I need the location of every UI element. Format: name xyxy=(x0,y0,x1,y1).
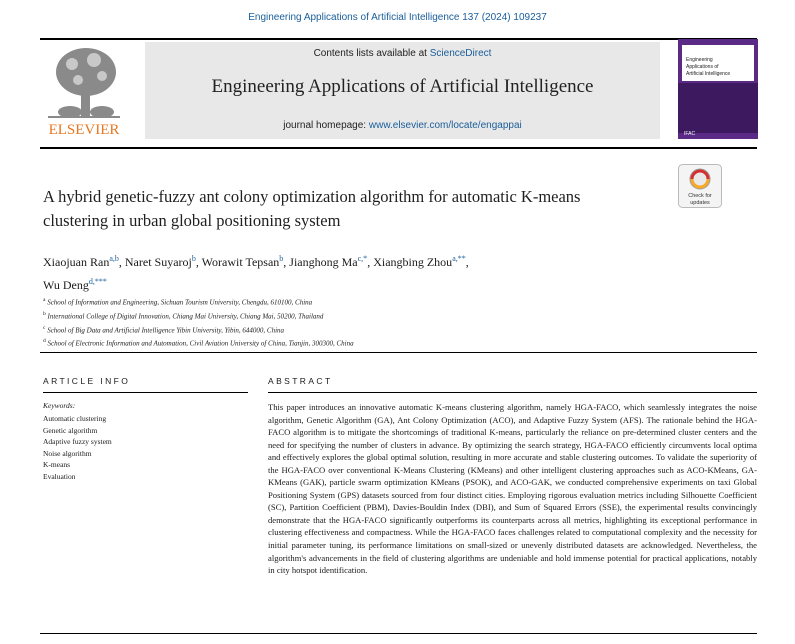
journal-name: Engineering Applications of Artificial Intelligence xyxy=(211,76,594,97)
keyword: Evaluation xyxy=(43,471,76,481)
sciencedirect-link[interactable]: ScienceDirect xyxy=(429,48,492,59)
keyword: Adaptive fuzzy system xyxy=(43,437,112,447)
journal-cover[interactable] xyxy=(678,39,758,139)
homepage-prefix: journal homepage: xyxy=(283,120,369,131)
section-divider xyxy=(40,352,757,353)
check-line1: Check for xyxy=(688,193,712,199)
header-bottom-divider xyxy=(40,147,757,149)
abstract-rule xyxy=(268,392,757,393)
svg-text:Applications of: Applications of xyxy=(686,64,719,70)
elsevier-wordmark: ELSEVIER xyxy=(48,122,120,138)
affiliation-item: $^a$ School of Information and Engineering, Sichuan Tourism University, Chengdu, 610100, China xyxy=(43,297,313,307)
affiliation-item: $^d$ School of Electronic Information and Automation, Civil Aviation University of China, Tianjin, 300300, China xyxy=(43,338,354,348)
author[interactable]: Xiangbing Zhou$^{a,**}$ xyxy=(373,254,466,269)
keyword: Noise algorithm xyxy=(43,448,92,458)
svg-text:Engineering: Engineering xyxy=(686,57,713,63)
svg-text:Artificial Intelligence: Artificial Intelligence xyxy=(686,71,731,77)
article-info-rule xyxy=(43,392,248,393)
author[interactable]: Jianghong $Ma^{c,*}$ xyxy=(289,254,368,269)
keyword: Genetic algorithm xyxy=(43,425,98,435)
keywords-label: Keywords: xyxy=(43,401,76,410)
check-line2: updates xyxy=(690,200,710,206)
check-for-updates-badge[interactable] xyxy=(678,164,722,208)
article-info-heading: ARTICLE INFO xyxy=(43,376,131,386)
article-title: A hybrid genetic-fuzzy ant colony optimization algorithm for automatic K-means clustering in urban global positioning system xyxy=(43,187,581,230)
keyword: Automatic clustering xyxy=(43,414,107,423)
contents-prefix: Contents lists available at xyxy=(313,48,430,59)
bottom-divider xyxy=(40,633,757,634)
author[interactable]: Wu Deng$^{d,***}$ xyxy=(43,277,107,292)
author-list: Xiaojuan Ran$^{a,b}$, Naret Suyaroj$^b$, Worawit Tepsan$^b$, Jianghong $Ma^{c,*}$, Xiangbing Zhou$^{a,**}$, Wu Deng$^{d,***}$ xyxy=(43,254,469,292)
journal-banner xyxy=(145,42,660,139)
keyword: K-means xyxy=(43,460,71,470)
contents-line xyxy=(145,48,660,59)
affiliation-item: $^b$ International College of Digital Innovation, Chiang Mai University, Chiang Mai, 50200, Thailand xyxy=(43,310,324,321)
author[interactable]: Naret Suyaroj$^b$ xyxy=(124,254,196,269)
header-divider xyxy=(40,38,757,40)
affiliations xyxy=(43,295,643,350)
journal-homepage-link[interactable]: www.elsevier.com/locate/engappai xyxy=(368,120,522,131)
keywords-list xyxy=(43,413,112,483)
author[interactable]: Worawit Tepsan$^b$ xyxy=(201,254,284,269)
author[interactable]: Xiaojuan Ran$^{a,b}$ xyxy=(43,254,119,269)
abstract-text: This paper introduces an innovative automatic K-means clustering algorithm, namely HGA-FACO, which seamlessly integrates the noise algorithm, Genetic Algorithm (GA), Ant Colony Optimization (ACO), and Adaptive Fuzzy System (AFS). The rationale behind the HGA-FACO algorithm is to mitigate the shortcomings of traditional K-means, particularly the reliance on pre-determined cluster centers and the need for specifying the number of clusters in advance. By optimizing the search strategy, HGA-FACO efficiently circumvents local optima and effectively explores the global optimal solution, resulting in more accurate and stable clustering outcomes. To validate the superiority of the HGA-FACO over conventional K-Means Clustering (KMeans) and other intelligent clustering approaches such as ACO-KMeans, GA-KMeans (GAK), particle swarm optimization KMeans (PSOK), and ACO-GAK, we conducted comprehensive experiments on taxi Global Positioning System (GPS) datasets sourced from four distinct cities. Employing rigorous evaluation metrics including Silhouette Coefficient (SC), Partition Coefficient (PBM), Davies-Bouldin Index (DBI), and Sum of Squared Errors (SSE), the experimental results convincingly demonstrate that the HGA-FACO significantly outperforms its counterparts across all metrics, highlighting its exceptional performance in clustering effectiveness and compactness. While the HGA-FACO faces challenges related to computational complexity and the necessity for initial parameter tuning, its performance limitations on small-sized or unevenly distributed datasets are acknowledged. Nevertheless, the algorithm's advancements in the field of clustering algorithms are undeniable and hold immense potential for practical applications, notably in city hotspot identification. xyxy=(268,402,757,576)
elsevier-logo[interactable] xyxy=(42,42,126,138)
abstract-heading: ABSTRACT xyxy=(268,376,333,386)
affiliation-item: $^c$ School of Big Data and Artificial Intelligence Yibin University, Yibin, 644000, China xyxy=(43,324,285,334)
homepage-line xyxy=(145,120,660,131)
cover-imprint: IFAC xyxy=(684,131,696,137)
journal-citation[interactable]: Engineering Applications of Artificial Intelligence 137 (2024) 109237 xyxy=(248,12,547,23)
